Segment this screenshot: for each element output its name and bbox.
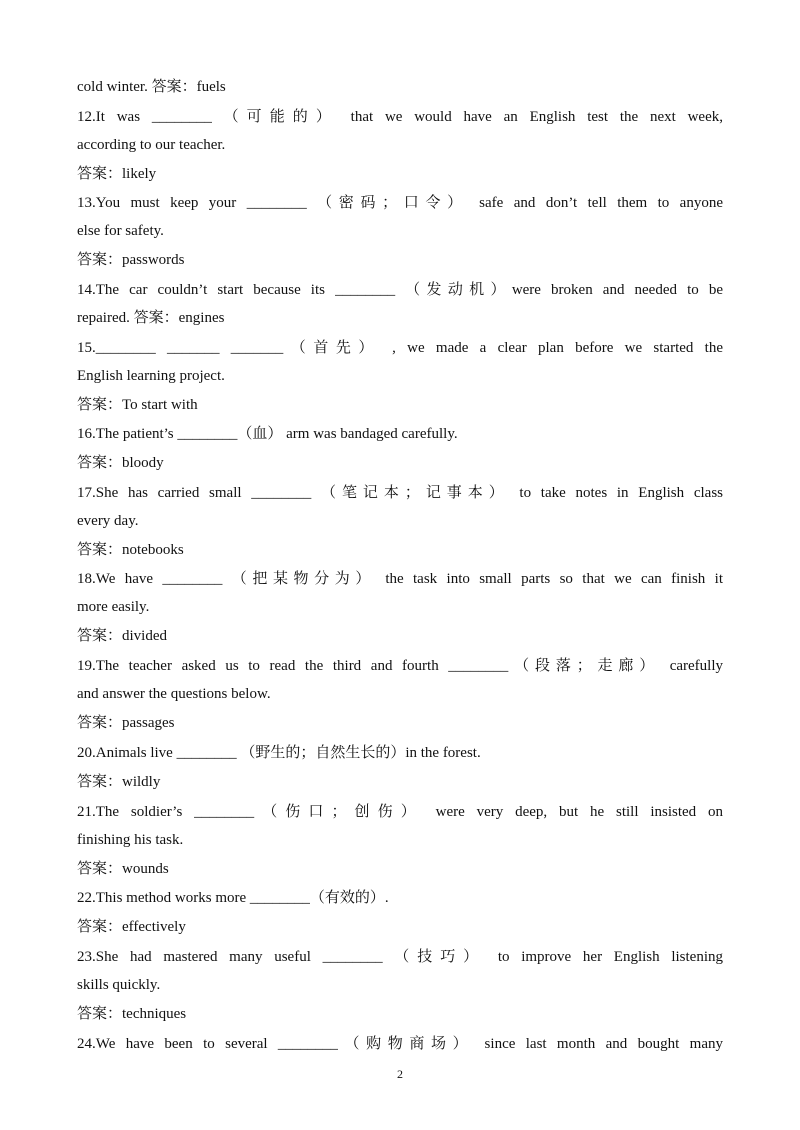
text-line: according to our teacher. xyxy=(77,137,226,153)
text-line: else for safety. xyxy=(77,223,164,239)
question-15: 15.________ _______ _______（首先） , we made a clear plan before we started the xyxy=(77,340,723,356)
question-16: 16.The patient’s ________（血） arm was bandaged carefully. xyxy=(77,426,458,442)
answer-13: 答案：passwords xyxy=(77,252,185,268)
question-13: 13.You must keep your ________ （密码；口令） safe and don’t tell them to anyone xyxy=(77,195,723,211)
answer-19: 答案：passages xyxy=(77,715,175,731)
answer-17: 答案：notebooks xyxy=(77,542,184,558)
question-23: 23.She had mastered many useful ________ （技巧） to improve her English listening xyxy=(77,949,723,965)
question-20: 20.Animals live ________ （野生的；自然生长的）in the forest. xyxy=(77,745,481,761)
text-line: skills quickly. xyxy=(77,977,161,993)
answer-21: 答案：wounds xyxy=(77,861,169,877)
text-line: cold winter. 答案：fuels xyxy=(77,79,226,95)
answer-23: 答案：techniques xyxy=(77,1006,187,1022)
question-19: 19.The teacher asked us to read the third and fourth ________（段落；走廊） carefully xyxy=(77,658,723,674)
answer-20: 答案：wildly xyxy=(77,774,161,790)
answer-22: 答案：effectively xyxy=(77,919,186,935)
text-line: every day. xyxy=(77,513,139,529)
answer-12: 答案：likely xyxy=(77,166,157,182)
text-line: English learning project. xyxy=(77,368,225,384)
question-22: 22.This method works more ________（有效的）. xyxy=(77,890,389,906)
question-24: 24.We have been to several ________（购物商场） since last month and bought many xyxy=(77,1036,723,1052)
answer-16: 答案：bloody xyxy=(77,455,164,471)
question-18: 18.We have ________ （把某物分为） the task into small parts so that we can finish it xyxy=(77,571,723,587)
page-number: 2 xyxy=(397,1067,403,1081)
question-14: 14.The car couldn’t start because its ________ （发动机）were broken and needed to be xyxy=(77,282,723,298)
answer-18: 答案：divided xyxy=(77,628,167,644)
text-line: more easily. xyxy=(77,599,150,615)
question-21: 21.The soldier’s ________（伤口；创伤） were very deep, but he still insisted on xyxy=(77,804,723,820)
answer-14: repaired. 答案：engines xyxy=(77,310,225,326)
text-line: finishing his task. xyxy=(77,832,184,848)
question-12: 12.It was ________ （可能的） that we would have an English test the next week, xyxy=(77,109,723,125)
answer-15: 答案：To start with xyxy=(77,397,198,413)
question-17: 17.She has carried small ________ （笔记本；记事本） to take notes in English class xyxy=(77,485,723,501)
text-line: and answer the questions below. xyxy=(77,686,271,702)
